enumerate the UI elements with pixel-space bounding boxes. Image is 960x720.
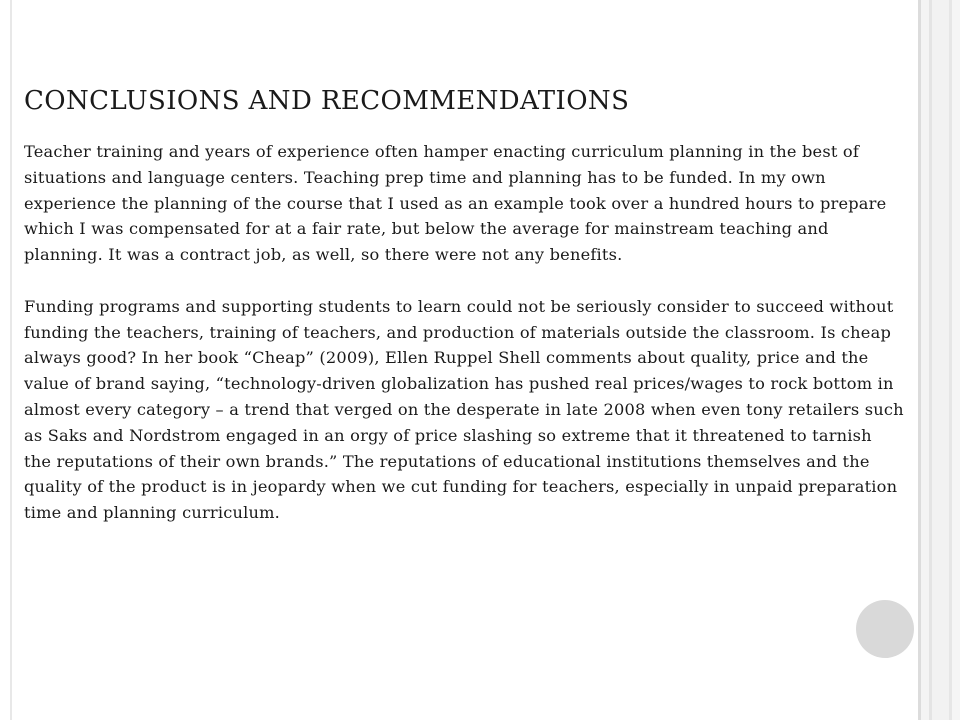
slide-body (24, 139, 904, 526)
slide-left-border (10, 0, 12, 720)
slide-side-band (921, 0, 960, 720)
slide-title: CONCLUSIONS AND RECOMMENDATIONS (24, 86, 630, 116)
decorative-circle (856, 600, 914, 658)
paragraph-1: Teacher training and years of experience often hamper enacting curriculum planning in the best of situations and language centers. Teaching prep time and planning has to be funded. In my own experience the planning of the course that I used as an example took over a hundred hours to prepare which I was compensated for at a fair rate, but below the average for mainstream teaching and planning. It was a contract job, as well, so there were not any benefits. (24, 142, 887, 265)
paragraph-2: Funding programs and supporting students to learn could not be seriously consider to succeed without funding the teachers, training of teachers, and production of materials outside the classroom. Is cheap always good? In her book “Cheap” (2009), Ellen Ruppel Shell comments about quality, price and the value of brand saying, “technology-driven globalization has pushed real prices/wages to rock bottom in almost every category – a trend that verged on the desperate in late 2008 when even tony retailers such as Saks and Nordstrom engaged in an orgy of price slashing so extreme that it threatened to tarnish the reputations of their own brands.” The reputations of educational institutions themselves and the quality of the product is in jeopardy when we cut funding for teachers, especially in unpaid preparation time and planning curriculum. (24, 296, 904, 523)
